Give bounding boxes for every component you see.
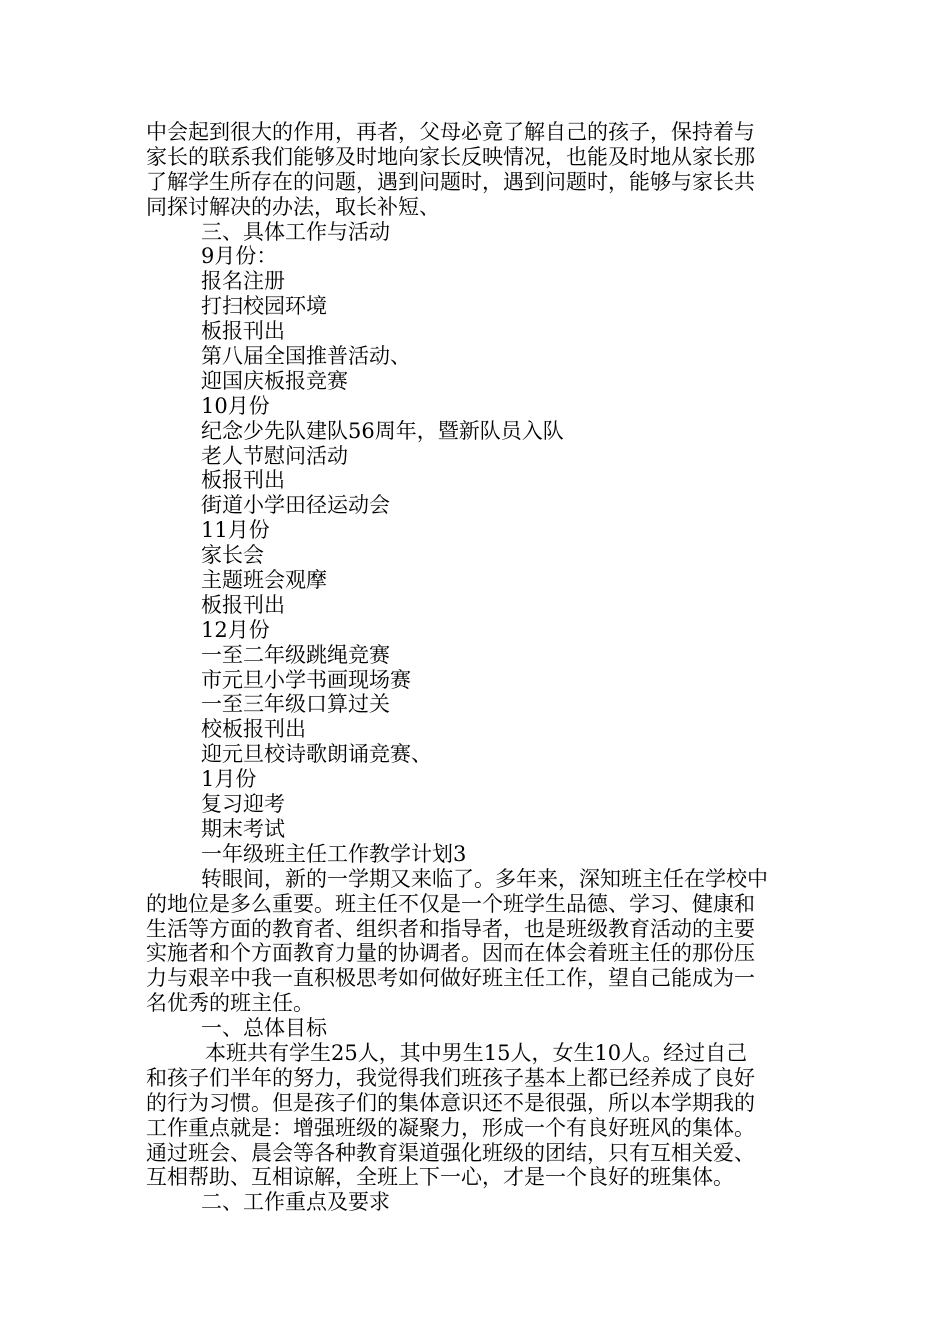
text-line: 的地位是多么重要。班主任不仅是一个班学生品德、学习、健康和 bbox=[146, 891, 755, 916]
list-item: 板报刊出 bbox=[201, 319, 285, 344]
activity-list bbox=[146, 244, 810, 841]
list-item: 1月份 bbox=[201, 767, 257, 792]
text-line: 实施者和个方面教育力量的协调者。因而在体会着班主任的那份压 bbox=[146, 941, 755, 966]
list-item: 迎元旦校诗歌朗诵竞赛、 bbox=[201, 742, 432, 767]
list-item: 9月份： bbox=[201, 244, 278, 269]
list-item: 板报刊出 bbox=[201, 468, 285, 493]
text-line: 工作重点就是：增强班级的凝聚力，形成一个有良好班风的集体。 bbox=[146, 1115, 755, 1140]
list-item: 一至三年级口算过关 bbox=[201, 692, 390, 717]
plan-title: 一年级班主任工作教学计划3 bbox=[201, 841, 467, 866]
plan-paragraph-2 bbox=[146, 1041, 810, 1190]
text-line: 和孩子们半年的努力，我觉得我们班孩子基本上都已经养成了良好 bbox=[146, 1065, 755, 1090]
list-item: 期末考试 bbox=[201, 816, 285, 841]
list-item: 打扫校园环境 bbox=[201, 294, 327, 319]
list-item: 家长会 bbox=[201, 543, 264, 568]
text-line: 转眼间，新的一学期又来临了。多年来，深知班主任在学校中 bbox=[201, 866, 768, 891]
list-item: 11月份 bbox=[201, 518, 270, 543]
text-line: 中会起到很大的作用，再者，父母必竟了解自己的孩子，保持着与 bbox=[146, 120, 755, 144]
list-item: 一至二年级跳绳竞赛 bbox=[201, 642, 390, 667]
text-line: 家长的联系我们能够及时地向家长反映情况，也能及时地从家长那 bbox=[146, 144, 755, 169]
list-item: 街道小学田径运动会 bbox=[201, 493, 390, 518]
list-item: 第八届全国推普活动、 bbox=[201, 344, 411, 369]
text-line: 本班共有学生25人，其中男生15人，女生10人。经过自己 bbox=[205, 1040, 748, 1065]
text-line: 同探讨解决的办法，取长补短、 bbox=[146, 194, 440, 219]
text-line: 名优秀的班主任。 bbox=[146, 991, 314, 1016]
list-item: 板报刊出 bbox=[201, 592, 285, 617]
list-item: 报名注册 bbox=[201, 269, 285, 294]
list-item: 纪念少先队建队56周年，暨新队员入队 bbox=[201, 418, 564, 443]
section-heading-goals: 一、总体目标 bbox=[201, 1016, 327, 1041]
plan-paragraph-1 bbox=[146, 867, 810, 1016]
text-line: 了解学生所存在的问题，遇到问题时，遇到问题时，能够与家长共 bbox=[146, 169, 755, 194]
text-line: 的行为习惯。但是孩子们的集体意识还不是很强，所以本学期我的 bbox=[146, 1090, 755, 1115]
text-line: 生活等方面的教育者、组织者和指导者，也是班级教育活动的主要 bbox=[146, 916, 755, 941]
list-item: 校板报刊出 bbox=[201, 717, 306, 742]
list-item: 10月份 bbox=[201, 393, 270, 418]
list-item: 迎国庆板报竞赛 bbox=[201, 368, 348, 393]
list-item: 主题班会观摩 bbox=[201, 568, 327, 593]
text-line: 力与艰辛中我一直积极思考如何做好班主任工作，望自己能成为一 bbox=[146, 966, 755, 991]
list-item: 复习迎考 bbox=[201, 792, 285, 817]
section-heading-activities: 三、具体工作与活动 bbox=[201, 219, 390, 244]
text-line: 互相帮助、互相谅解，全班上下一心，才是一个良好的班集体。 bbox=[146, 1165, 734, 1190]
list-item: 12月份 bbox=[201, 617, 270, 642]
document-page bbox=[146, 120, 810, 1215]
list-item: 市元旦小学书画现场赛 bbox=[201, 667, 411, 692]
text-line: 通过班会、晨会等各种教育渠道强化班级的团结，只有互相关爱、 bbox=[146, 1140, 755, 1165]
intro-paragraph bbox=[146, 120, 810, 220]
section-heading-priorities: 二、工作重点及要求 bbox=[201, 1190, 390, 1215]
list-item: 老人节慰问活动 bbox=[201, 443, 348, 468]
